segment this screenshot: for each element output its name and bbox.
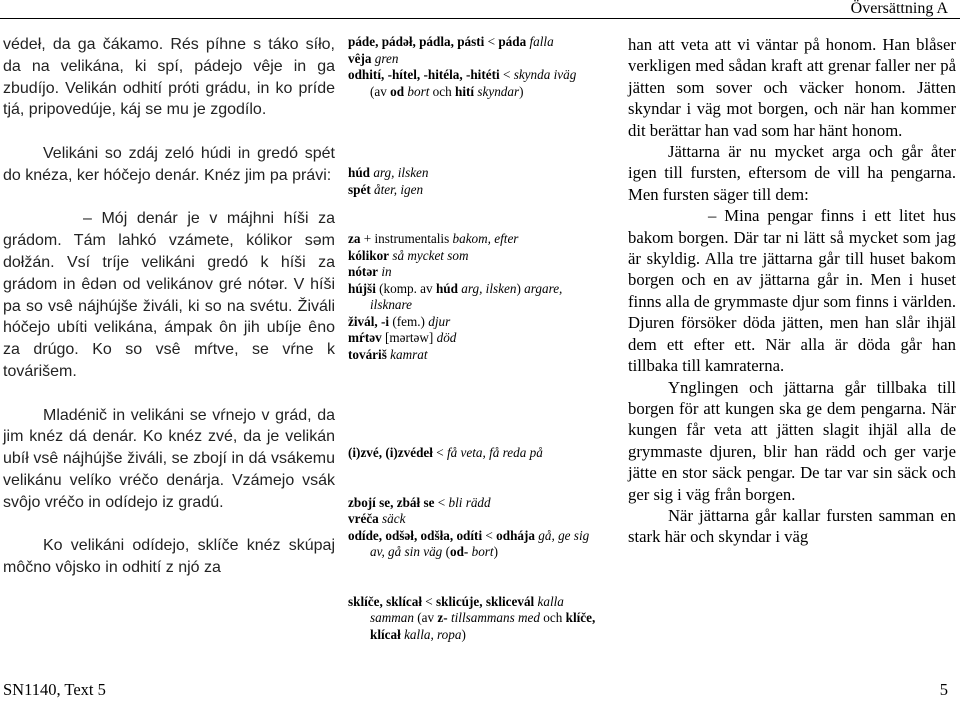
glossary-text: továriš bbox=[348, 346, 387, 362]
glossary-entry bbox=[348, 34, 610, 51]
glossary-entry bbox=[348, 67, 610, 84]
glossary-entry-continuation bbox=[348, 610, 610, 627]
glossary-text: nótər bbox=[348, 264, 379, 279]
glossary-text: + instrumentalis bbox=[360, 231, 453, 246]
glossary-text: sklicúje, sklicevál bbox=[436, 593, 535, 609]
glossary-entry bbox=[348, 528, 610, 545]
glossary-entry bbox=[348, 51, 610, 68]
glossary-entry bbox=[348, 264, 610, 281]
glossary-text: (fem.) bbox=[389, 313, 429, 329]
swedish-paragraph: När jättarna går kallar fursten samman en stark här och skyndar i väg bbox=[628, 505, 956, 547]
glossary-entry bbox=[348, 330, 610, 347]
glossary-text: zbojí se, zbáł se bbox=[348, 494, 435, 510]
glossary-text: kólikor bbox=[348, 247, 390, 263]
slovak-dialog-paragraph: – Mój denár je v májhni híši za grádom. Tám lahkó vzámete, kólikor səm dołžán. Vsí tríje velikáni gredó k híši za grádom in êdən od velikánov gré nótər. V híši pa so vsê nájhújše živáli, ki so na svétu. Živáli hóčejo ubíti velikána, ámpak ôn jih ubíje êno za drúgo. Ko so vsê mŕtve, se vŕne k továrišem. bbox=[3, 210, 335, 380]
glossary-text: av, gå sin väg bbox=[370, 544, 443, 559]
glossary-text: (i)zvé, (i)zvédeł bbox=[348, 445, 433, 460]
glossary-text: vêja bbox=[348, 50, 372, 66]
swedish-paragraph: han att veta att vi väntar på honom. Han blåser verkligen med sådan kraft att grenar faller ner på jätten som sover och väcker honom. Jätten skyndar i väg mot borgen, och när han kommer dit berättar han vad som har hänt honom. bbox=[628, 35, 956, 140]
glossary-text: < bbox=[484, 34, 499, 49]
glossary-column bbox=[348, 34, 610, 643]
glossary-text: za bbox=[348, 231, 361, 246]
glossary-text: sklíče, sklícał bbox=[348, 593, 422, 609]
glossary-text: falla bbox=[526, 34, 554, 49]
glossary-entry-continuation bbox=[348, 544, 610, 561]
glossary-text: kalla bbox=[534, 593, 564, 609]
glossary-text: få veta, få reda på bbox=[446, 445, 543, 460]
glossary-text: gren bbox=[371, 50, 399, 66]
slovak-paragraph: Ko velikáni odídejo, sklíče knéz skúpaj môčno vôjsko in odhití z njó za bbox=[3, 537, 335, 577]
glossary-text: ) bbox=[493, 544, 498, 559]
glossary-text: páda bbox=[498, 34, 527, 49]
glossary-entry bbox=[348, 445, 610, 462]
glossary-text: (av bbox=[413, 610, 438, 625]
page-header: Översättning A bbox=[850, 0, 948, 17]
glossary-entry bbox=[348, 248, 610, 265]
glossary-entry bbox=[348, 281, 610, 298]
glossary-entry bbox=[348, 231, 610, 248]
glossary-text: < bbox=[422, 593, 437, 609]
glossary-text: odhája bbox=[496, 527, 535, 543]
glossary-text: arg, ilsken bbox=[457, 280, 517, 296]
glossary-text: åter, igen bbox=[370, 181, 424, 197]
glossary-text: kamrat bbox=[386, 346, 428, 362]
glossary-entry bbox=[348, 511, 610, 528]
glossary-text: bli rädd bbox=[448, 494, 491, 510]
slovak-paragraph: védeł, da ga čákamo. Rés píhne s táko síło, da na velikána, ki spí, pádejo vêje in ga zbudíjo. Velikán odhití próti grádu, in ko príde tjá, pripovedúje, káj se mu je zgodílo. bbox=[3, 36, 335, 119]
glossary-entry bbox=[348, 495, 610, 512]
glossary-text: (komp. av bbox=[375, 280, 436, 296]
glossary-entry-continuation bbox=[348, 297, 610, 314]
glossary-text: vréča bbox=[348, 511, 379, 526]
glossary-text: säck bbox=[378, 511, 406, 526]
glossary-text: húd bbox=[348, 165, 371, 180]
glossary-text: och bbox=[539, 610, 566, 625]
glossary-text: skyndar bbox=[474, 83, 520, 99]
swedish-translation-column bbox=[628, 34, 956, 548]
glossary-text: hújši bbox=[348, 280, 376, 296]
page-number: 5 bbox=[939, 680, 948, 699]
glossary-entry bbox=[348, 347, 610, 364]
glossary-text: samman bbox=[370, 610, 414, 625]
glossary-text: och bbox=[429, 83, 455, 99]
glossary-text: skynda iväg bbox=[513, 67, 577, 82]
swedish-paragraph: Ynglingen och jättarna går tillbaka till borgen för att kungen ska ge dem pengarna. När kungen får veta att jätten slagit ihjäl alla de grymmaste djuren, blir han rädd och ger varje jätte en stor säck pengar. De tar var sin säck och ger sig i väg från borgen. bbox=[628, 377, 956, 504]
glossary-text: så mycket som bbox=[389, 247, 469, 263]
slovak-paragraph: Velikáni so zdáj zeló húdi in gredó spét do knéza, ker hóčejo denár. Knéz jim pa právi: bbox=[3, 144, 335, 184]
glossary-text: klíče, bbox=[565, 610, 596, 625]
glossary-text: [mərtəw] bbox=[381, 330, 437, 345]
glossary-entry bbox=[348, 165, 610, 182]
glossary-text: páde, pádəł, pádla, pásti bbox=[348, 34, 485, 49]
glossary-entry bbox=[348, 594, 610, 611]
glossary-text: klícał bbox=[370, 626, 401, 642]
glossary-entry bbox=[348, 182, 610, 199]
glossary-text: ) bbox=[519, 83, 524, 99]
glossary-text: kalla, ropa bbox=[400, 626, 462, 642]
glossary-text: spét bbox=[348, 181, 371, 197]
glossary-text: ) bbox=[461, 626, 466, 642]
glossary-text: (av bbox=[370, 83, 391, 99]
glossary-text: živál, -i bbox=[348, 313, 390, 329]
glossary-text: mŕtəv bbox=[348, 330, 382, 345]
glossary-text: od- bbox=[449, 544, 469, 559]
glossary-text: argare, bbox=[524, 280, 563, 296]
glossary-text: gå, ge sig bbox=[534, 527, 590, 543]
swedish-dialog-paragraph: – Mina pengar finns i ett litet hus bakom borgen. Där tar ni lätt så mycket som jag är skyldig. Alla tre jättarna går till huset bakom borgen och en av jättarna går in. Men i huset finns alla de grymmaste djur som finns i världen. Djuren försöker döda jätten, men han slår ihjäl dem ett efter ett. När alla är döda går han tillbaka till kamraterna. bbox=[628, 206, 956, 376]
glossary-text: odhití, -hítel, -hitéla, -hitéti bbox=[348, 67, 500, 82]
glossary-text: tillsammans med bbox=[447, 610, 540, 625]
glossary-text: ( bbox=[442, 544, 450, 559]
glossary-text: < bbox=[434, 494, 449, 510]
slovak-paragraph: Mladénič in velikáni se vŕnejo v grád, da jim knéz dá denár. Ko knéz zvé, da je velikán ubíł vsê nájhújše živáli, se zbojí in dá vsákemu velikánu velíko vréčo denárja. Vzámejo vsák svôjo vréčo in odídejo iz gradú. bbox=[3, 406, 335, 511]
glossary-entry-continuation bbox=[348, 84, 610, 101]
glossary-text: < bbox=[482, 527, 497, 543]
glossary-text: bort bbox=[468, 544, 494, 559]
glossary-text: bort bbox=[404, 83, 430, 99]
glossary-text: ilsknare bbox=[370, 297, 412, 312]
glossary-text: odíde, odšəł, odšła, odíti bbox=[348, 527, 483, 543]
slovak-text-column bbox=[3, 34, 335, 579]
glossary-text: z- bbox=[437, 610, 448, 625]
glossary-entry-continuation bbox=[348, 627, 610, 644]
header-rule bbox=[0, 18, 960, 19]
glossary-text: < bbox=[499, 67, 514, 82]
glossary-text: < bbox=[432, 445, 447, 460]
glossary-text: ) bbox=[516, 280, 525, 296]
glossary-text: in bbox=[378, 264, 392, 279]
glossary-entry bbox=[348, 314, 610, 331]
glossary-text: bakom, efter bbox=[452, 231, 519, 246]
glossary-text: djur bbox=[428, 313, 451, 329]
glossary-text: od bbox=[390, 83, 405, 99]
footer-course-label: SN1140, Text 5 bbox=[3, 680, 106, 699]
swedish-paragraph: Jättarna är nu mycket arga och går åter igen till fursten, eftersom de vill ha pengarna. Men fursten säger till dem: bbox=[628, 142, 956, 204]
glossary-text: hití bbox=[455, 83, 475, 99]
glossary-text: arg, ilsken bbox=[370, 165, 429, 180]
glossary-text: húd bbox=[435, 280, 458, 296]
glossary-text: död bbox=[436, 330, 457, 345]
